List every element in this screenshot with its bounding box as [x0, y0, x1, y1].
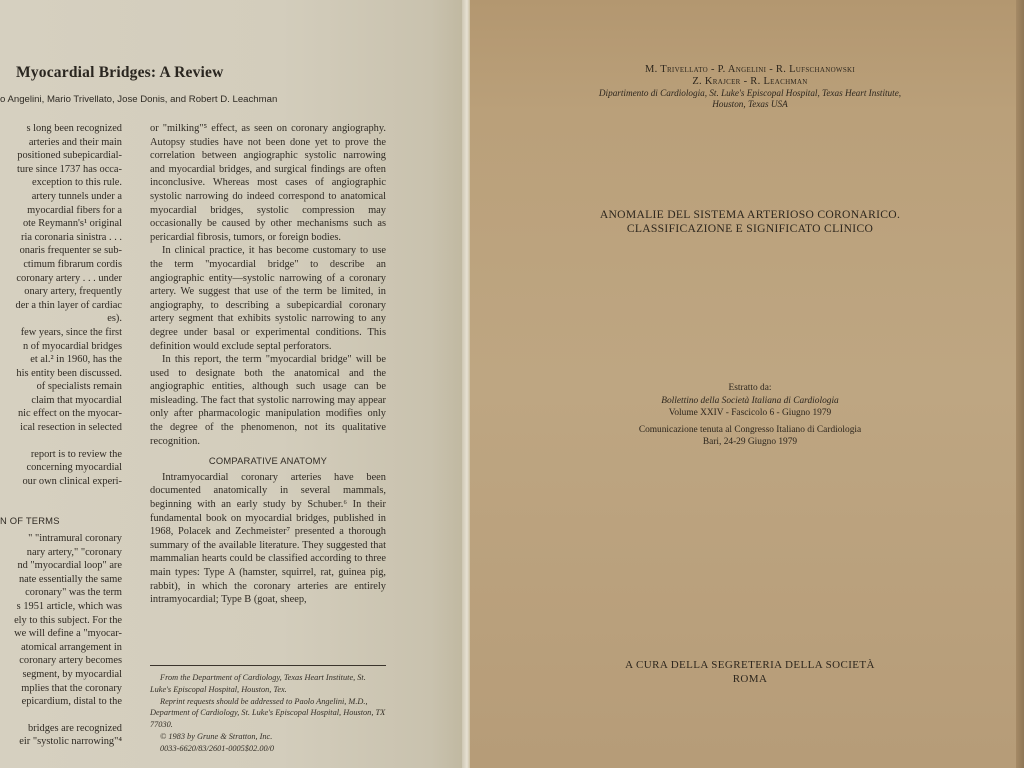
offprint-authors: [520, 64, 980, 88]
offprint-source: [520, 382, 980, 449]
section-heading-definition-of-terms: N OF TERMS: [0, 515, 60, 527]
paragraph-intramyocardial: Intramyocardial coronary arteries have been documented anatomically in several mammals, beginning with an early study by Schuber.⁶ In their fundamental book on myocardial bridges, published in 1968, Polacek and Zechmeister⁷ presented a thorough summary of the available literature. They suggested that mammalian hearts could be classified according to three main types: Type A (hamster, squirrel, rat, guinea pig, rabbit), in which the coronary arteries are entirely intramyocardial; Type B (goat, sheep,: [150, 471, 386, 606]
column1-line: eir "systolic narrowing"⁴: [19, 736, 122, 748]
text-column-right: [150, 122, 386, 607]
article-footnote: [150, 672, 388, 755]
text-column-left: [0, 122, 122, 749]
column1-line: exception to this rule.: [31, 177, 122, 189]
column1-line: coronary artery becomes: [19, 655, 122, 667]
column1-line: arteries and their main: [28, 136, 122, 148]
congress-location-date: Bari, 24-29 Giugno 1979: [702, 437, 798, 447]
offprint-publisher: [520, 658, 980, 686]
page-edge-shadow: [1016, 0, 1024, 768]
column1-line: ical resection in selected: [20, 422, 122, 434]
journal-name: Bollettino della Società Italiana di Cardiologia: [661, 395, 839, 406]
column1-block5: [0, 722, 122, 749]
article-title: Myocardial Bridges: A Review: [16, 64, 224, 81]
offprint-title-line1: ANOMALIE DEL SISTEMA ARTERIOSO CORONARICO.: [599, 208, 901, 221]
footnote-code: 0033-6620/83/2601-0005$02.00/0: [160, 743, 275, 753]
paragraph-this-report: In this report, the term "myocardial bridge" will be used to designate both the anatomical and the angiographic entities, although such usage can be misleading. The fact that systolic narrowing may appear only after pharmacologic manipulation modifies only the degree of the phenomenon, not its qualitative recognition.: [150, 354, 386, 447]
column1-line: segment, by myocardial: [22, 668, 122, 680]
column1-line: der a thin layer of cardiac: [15, 299, 122, 311]
column1-line: of specialists remain: [36, 381, 122, 393]
column1-line: ture since 1737 has occa-: [16, 163, 122, 175]
column1-line: few years, since the first: [20, 326, 122, 338]
column1-line: nic effect on the myocar-: [17, 408, 122, 420]
column1-line: ely to this subject. For the: [14, 614, 122, 626]
column1-line: claim that myocardial: [31, 394, 122, 406]
column1-block1: [0, 122, 122, 326]
column1-line: onaris frequenter se sub-: [19, 245, 122, 257]
column1-line: bridges are recognized: [27, 722, 122, 734]
paragraph-milking-effect: or "milking"⁵ effect, as seen on coronary angiography. Autopsy studies have not been done yet to prove the correlation between angiographic systolic narrowing and myocardial bridges, and surgical findings are often inconclusive. Whereas most cases of angiographic systolic narrowing do indeed correspond to anatomical myocardial bridges, systolic compression may occasionally be caused by other mechanisms such as pericardial fibrosis, tumors, or foreign bodies.: [150, 123, 386, 243]
column1-line: we will define a "myocar-: [14, 628, 122, 640]
column1-line: report is to review the: [30, 448, 122, 460]
column1-line: myocardial fibers for a: [27, 204, 122, 216]
column1-line: mplies that the coronary: [21, 682, 122, 694]
column1-line: positioned subepicardial-: [17, 150, 122, 162]
column1-line: epicardium, distal to the: [21, 696, 122, 708]
column1-block2: [0, 326, 122, 435]
footnote-affiliation: From the Department of Cardiology, Texas Heart Institute, St. Luke's Episcopal Hospital, Houston, Tex.: [150, 673, 366, 694]
spacer: [0, 488, 122, 506]
offprint-affiliation-line2: Houston, Texas USA: [712, 99, 788, 109]
article-authors: o Angelini, Mario Trivellato, Jose Donis, and Robert D. Leachman: [0, 94, 278, 105]
offprint-authors-line1: M. Trivellato - P. Angelini - R. Lufschanowski: [644, 64, 856, 75]
column1-line: et al.² in 1960, has the: [30, 354, 122, 366]
column1-line: s 1951 article, which was: [16, 601, 122, 612]
column1-block4: [0, 532, 122, 709]
column1-line: es).: [107, 313, 122, 325]
column1-line: n of myocardial bridges: [23, 340, 122, 352]
spacer: [0, 435, 122, 448]
column1-line: nd "myocardial loop" are: [17, 560, 122, 572]
publisher-line1: A CURA DELLA SEGRETERIA DELLA SOCIETÀ: [625, 659, 875, 671]
column1-line: concerning myocardial: [26, 462, 122, 474]
column1-line: ria coronaria sinistra . . .: [21, 231, 122, 243]
column1-line: his entity been discussed.: [16, 367, 122, 379]
column1-line: s long been recognized: [26, 123, 122, 134]
column1-line: nary artery," "coronary: [26, 546, 122, 558]
column1-block3: [0, 448, 122, 489]
journal-volume: Volume XXIV - Fascicolo 6 - Giugno 1979: [668, 408, 832, 418]
column1-line: onary artery, frequently: [24, 286, 122, 298]
paragraph-clinical-practice: In clinical practice, it has become customary to use the term "myocardial bridge" to describe an angiographic entity—systolic narrowing of a coronary artery. We suggest that use of the term be limited, in angiography, to describing a subepicardial coronary artery segment that exhibits systolic narrowing to any degree under basal or experimental conditions. This definition would exclude septal perforators.: [150, 245, 386, 352]
footnote-copyright: © 1983 by Grune & Stratton, Inc.: [160, 731, 273, 741]
extract-label: Estratto da:: [728, 383, 772, 393]
footnote-divider: [150, 665, 386, 666]
section-heading-comparative-anatomy: COMPARATIVE ANATOMY: [208, 455, 328, 467]
footnote-reprint-requests: Reprint requests should be addressed to Paolo Angelini, M.D., Department of Cardiology, St. Luke's Episcopal Hospital, Houston, TX 77030.: [150, 696, 386, 730]
column1-line: nate essentially the same: [18, 573, 122, 585]
offprint-affiliation-line1: Dipartimento di Cardiologia, St. Luke's Episcopal Hospital, Texas Heart Institute,: [598, 88, 902, 98]
column1-line: our own clinical experi-: [22, 475, 122, 487]
spacer: [0, 709, 122, 722]
column1-line: ctimum fibrarum cordis: [23, 258, 122, 270]
publisher-line2: ROMA: [732, 673, 768, 685]
offprint-title: [520, 208, 980, 235]
column1-line: ote Reymann's¹ original: [22, 218, 122, 230]
column1-line: coronary artery . . . under: [16, 272, 122, 284]
congress-communication: Comunicazione tenuta al Congresso Italiano di Cardiologia: [638, 424, 862, 435]
offprint-authors-line2: Z. Krajcer - R. Leachman: [692, 76, 808, 87]
offprint-title-line2: CLASSIFICAZIONE E SIGNIFICATO CLINICO: [626, 221, 874, 235]
column1-line: atomical arrangement in: [21, 641, 122, 653]
column1-line: artery tunnels under a: [31, 190, 122, 202]
column1-line: " "intramural coronary: [28, 533, 122, 545]
left-page-review-article: [0, 0, 468, 768]
offprint-affiliation: [520, 88, 980, 110]
column1-line: coronary" was the term: [25, 587, 122, 599]
